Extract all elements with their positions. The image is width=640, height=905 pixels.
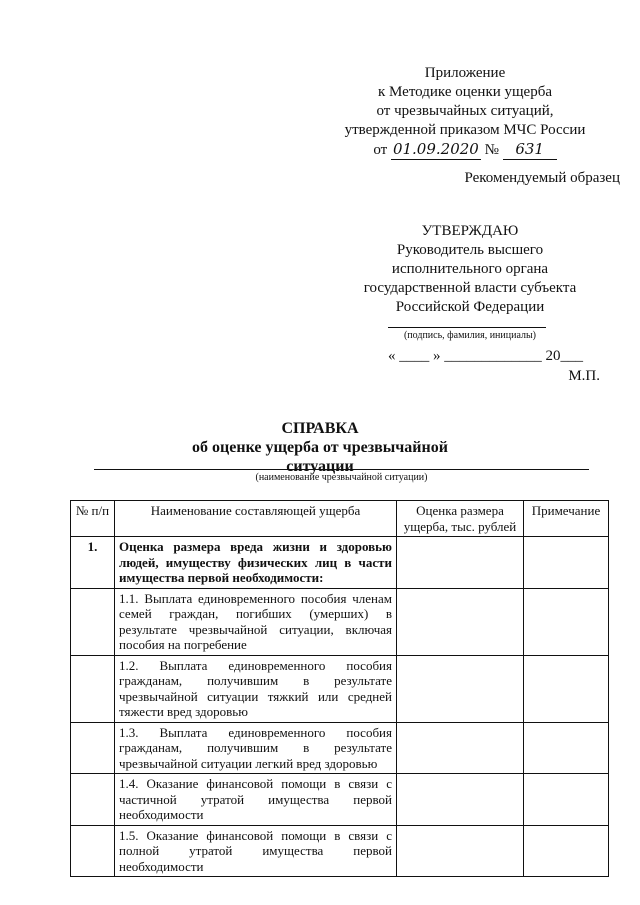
appendix-title: Приложение [424, 65, 506, 81]
table-row [71, 588, 609, 655]
document-title-main: СПРАВКА [281, 420, 359, 437]
row-num [71, 655, 115, 722]
row-note-cell [524, 825, 609, 877]
table-row [71, 825, 609, 877]
row-name: 1.4. Оказание финансовой помощи в связи с частичной утратой имущества первой необходимости [115, 774, 397, 826]
approver-line: Российской Федерации [395, 299, 545, 315]
order-date: 01.09.2020 [392, 140, 479, 158]
approver-line: государственной власти субъекта [363, 280, 577, 296]
order-prefix: от [373, 142, 388, 158]
row-note-cell [524, 588, 609, 655]
row-note-cell [524, 774, 609, 826]
row-name: 1.5. Оказание финансовой помощи в связи с полной утратой имущества первой необходимости [115, 825, 397, 877]
row-num [71, 722, 115, 774]
row-value-cell [397, 537, 524, 589]
approver-line: исполнительного органа [391, 261, 549, 277]
row-name: Оценка размера вреда жизни и здоровью людей, имуществу физических лиц в части имущества первой необходимости: [115, 537, 397, 589]
row-num [71, 774, 115, 826]
recommended-sample-label: Рекомендуемый образец [464, 170, 620, 186]
table-row [71, 537, 609, 589]
row-name: 1.2. Выплата единовременного пособия гражданам, получившим в результате чрезвычайной ситуации тяжкий или средней тяжести вред здоровью [115, 655, 397, 722]
row-num [71, 825, 115, 877]
order-no-label: № [484, 142, 499, 158]
approve-title: УТВЕРЖДАЮ [421, 223, 519, 239]
header-note: Примечание [524, 501, 609, 537]
header-num: № п/п [71, 501, 115, 537]
row-name: 1.1. Выплата единовременного пособия членам семей граждан, погибших (умерших) в результате чрезвычайной ситуации, включая пособия на погребение [115, 588, 397, 655]
row-value-cell [397, 825, 524, 877]
signature-line [388, 327, 546, 328]
table-row [71, 655, 609, 722]
damage-table [70, 500, 609, 877]
table-header-row [71, 501, 609, 537]
approval-block [330, 222, 610, 317]
row-value-cell [397, 655, 524, 722]
appendix-line: от чрезвычайных ситуаций, [376, 103, 554, 119]
header-name: Наименование составляющей ущерба [115, 501, 397, 537]
row-note-cell [524, 655, 609, 722]
row-value-cell [397, 722, 524, 774]
row-note-cell [524, 722, 609, 774]
table-row [71, 722, 609, 774]
row-value-cell [397, 774, 524, 826]
emergency-name-line [94, 469, 589, 470]
signature-caption: (подпись, фамилия, инициалы) [403, 330, 537, 341]
row-num [71, 588, 115, 655]
approver-line: Руководитель высшего [396, 242, 544, 258]
emergency-name-caption: (наименование чрезвычайной ситуации) [255, 472, 428, 483]
document-title [160, 419, 480, 476]
appendix-line: утвержденной приказом МЧС России [344, 122, 586, 138]
appendix-block [300, 64, 630, 160]
order-number: 631 [503, 140, 557, 160]
row-num: 1. [71, 537, 115, 589]
row-note-cell [524, 537, 609, 589]
order-line [300, 140, 630, 160]
row-value-cell [397, 588, 524, 655]
stamp-place-label: М.П. [568, 368, 600, 384]
approval-date-template: « ____ » _____________ 20___ [388, 348, 583, 364]
appendix-line: к Методике оценки ущерба [377, 84, 553, 100]
row-name: 1.3. Выплата единовременного пособия гражданам, получившим в результате чрезвычайной ситуации легкий вред здоровью [115, 722, 397, 774]
table-row [71, 774, 609, 826]
document-subtitle: об оценке ущерба от чрезвычайной ситуации [192, 439, 448, 475]
header-value: Оценка размера ущерба, тыс. рублей [397, 501, 524, 537]
